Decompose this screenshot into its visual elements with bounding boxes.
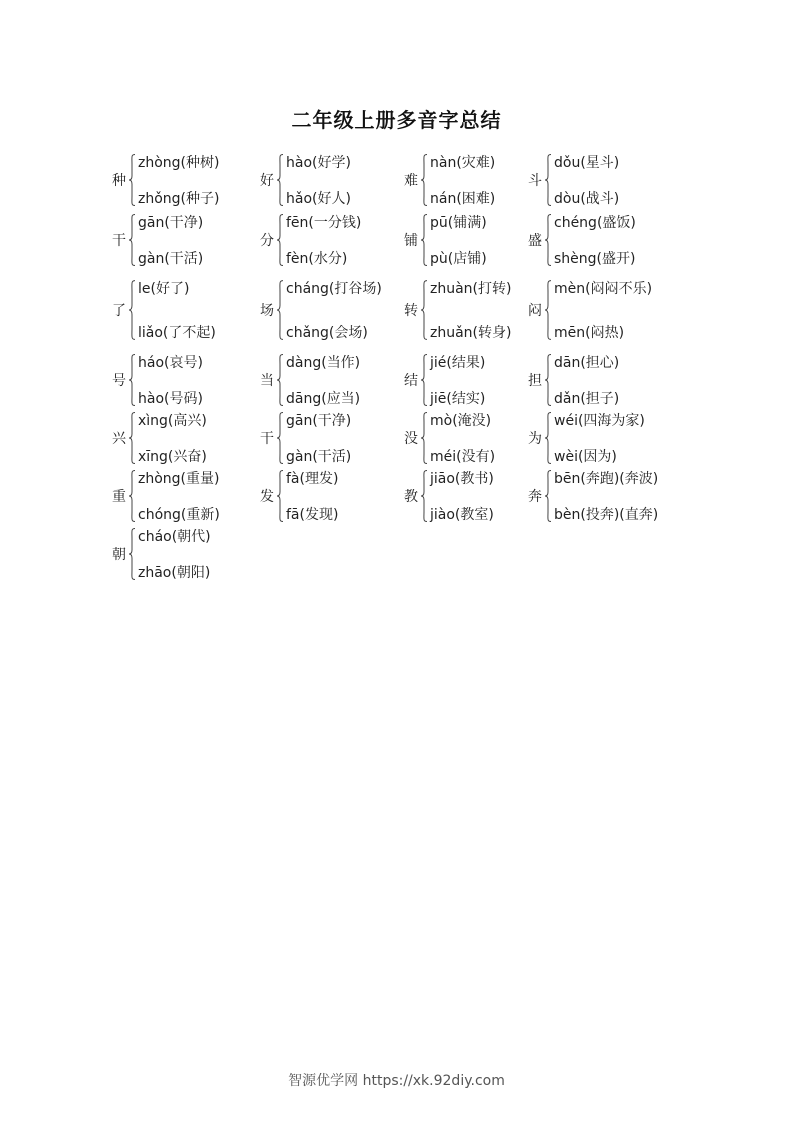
pinyin-reading: bèn(投奔)(直奔)	[554, 507, 659, 523]
pinyin-reading: nàn(灾难)	[430, 155, 496, 171]
brace-icon	[544, 280, 552, 340]
pinyin-reading: jiāo(教书)	[430, 471, 494, 487]
pinyin-reading: xìng(高兴)	[138, 413, 207, 429]
brace-icon	[544, 214, 552, 266]
brace-icon	[420, 470, 428, 522]
brace-icon	[420, 214, 428, 266]
pinyin-reading: fèn(水分)	[286, 251, 348, 267]
pinyin-reading: nán(困难)	[430, 191, 496, 207]
polyphone-character: 当	[260, 373, 274, 389]
polyphone-character: 朝	[112, 547, 126, 563]
brace-icon	[420, 412, 428, 464]
brace-icon	[128, 280, 136, 340]
pinyin-reading: zhāo(朝阳)	[138, 565, 211, 581]
brace-icon	[276, 412, 284, 464]
polyphone-character: 没	[404, 431, 418, 447]
polyphone-character: 种	[112, 173, 126, 189]
pinyin-reading: gàn(干活)	[286, 449, 352, 465]
pinyin-reading: gān(干净)	[138, 215, 204, 231]
polyphone-character: 教	[404, 489, 418, 505]
brace-icon	[128, 354, 136, 406]
pinyin-reading: cháo(朝代)	[138, 529, 211, 545]
pinyin-reading: bēn(奔跑)(奔波)	[554, 471, 659, 487]
brace-icon	[276, 214, 284, 266]
brace-icon	[544, 412, 552, 464]
polyphone-character: 好	[260, 173, 274, 189]
polyphone-character: 闷	[528, 303, 542, 319]
pinyin-reading: wèi(因为)	[554, 449, 617, 465]
pinyin-reading: chóng(重新)	[138, 507, 220, 523]
brace-icon	[128, 470, 136, 522]
pinyin-reading: zhuǎn(转身)	[430, 325, 512, 341]
page-title: 二年级上册多音字总结	[291, 108, 502, 132]
pinyin-reading: chéng(盛饭)	[554, 215, 636, 231]
brace-icon	[420, 354, 428, 406]
brace-icon	[420, 154, 428, 206]
pinyin-reading: gàn(干活)	[138, 251, 204, 267]
brace-icon	[544, 154, 552, 206]
pinyin-reading: mèn(闷闷不乐)	[554, 281, 653, 297]
polyphone-character: 场	[260, 303, 274, 319]
pinyin-reading: xīng(兴奋)	[138, 449, 207, 465]
pinyin-reading: chǎng(会场)	[286, 325, 368, 341]
pinyin-reading: cháng(打谷场)	[286, 281, 382, 297]
pinyin-reading: hào(好学)	[286, 155, 351, 171]
pinyin-reading: dāng(应当)	[286, 391, 361, 407]
pinyin-reading: hǎo(好人)	[286, 191, 351, 207]
pinyin-reading: fā(发现)	[286, 507, 339, 523]
pinyin-reading: jié(结果)	[430, 355, 486, 371]
pinyin-reading: zhòng(种树)	[138, 155, 220, 171]
pinyin-reading: dǎn(担子)	[554, 391, 620, 407]
pinyin-reading: dàng(当作)	[286, 355, 361, 371]
polyphone-character: 斗	[528, 173, 542, 189]
pinyin-reading: mò(淹没)	[430, 413, 492, 429]
polyphone-character: 盛	[528, 233, 542, 249]
brace-icon	[276, 470, 284, 522]
pinyin-reading: gān(干净)	[286, 413, 352, 429]
polyphone-character: 担	[528, 373, 542, 389]
brace-icon	[544, 354, 552, 406]
pinyin-reading: dǒu(星斗)	[554, 155, 620, 171]
polyphone-character: 奔	[528, 489, 542, 505]
brace-icon	[128, 154, 136, 206]
polyphone-character: 发	[260, 489, 274, 505]
brace-icon	[420, 280, 428, 340]
brace-icon	[276, 354, 284, 406]
pinyin-reading: le(好了)	[138, 281, 190, 297]
polyphone-character: 难	[404, 173, 418, 189]
pinyin-reading: shèng(盛开)	[554, 251, 636, 267]
pinyin-reading: pù(店铺)	[430, 251, 487, 267]
pinyin-reading: fēn(一分钱)	[286, 215, 362, 231]
pinyin-reading: zhòng(重量)	[138, 471, 220, 487]
polyphone-character: 转	[404, 303, 418, 319]
polyphone-character: 为	[528, 431, 542, 447]
polyphone-character: 干	[112, 233, 126, 249]
pinyin-reading: liǎo(了不起)	[138, 325, 216, 341]
pinyin-reading: zhuàn(打转)	[430, 281, 512, 297]
brace-icon	[276, 154, 284, 206]
brace-icon	[128, 528, 136, 580]
pinyin-reading: dòu(战斗)	[554, 191, 620, 207]
pinyin-reading: pū(铺满)	[430, 215, 487, 231]
polyphone-character: 兴	[112, 431, 126, 447]
brace-icon	[128, 214, 136, 266]
pinyin-reading: jiē(结实)	[430, 391, 486, 407]
polyphone-character: 干	[260, 431, 274, 447]
brace-icon	[276, 280, 284, 340]
footer-watermark: 智源优学网 https://xk.92diy.com	[288, 1073, 505, 1089]
brace-icon	[128, 412, 136, 464]
pinyin-reading: wéi(四海为家)	[554, 413, 645, 429]
polyphone-character: 号	[112, 373, 126, 389]
polyphone-character: 铺	[404, 233, 418, 249]
pinyin-reading: fà(理发)	[286, 471, 339, 487]
polyphone-character: 了	[112, 303, 126, 319]
polyphone-character: 重	[112, 489, 126, 505]
pinyin-reading: mēn(闷热)	[554, 325, 625, 341]
pinyin-reading: dān(担心)	[554, 355, 620, 371]
pinyin-reading: háo(哀号)	[138, 355, 203, 371]
polyphone-character: 分	[260, 233, 274, 249]
pinyin-reading: jiào(教室)	[430, 507, 494, 523]
pinyin-reading: zhǒng(种子)	[138, 191, 220, 207]
brace-icon	[544, 470, 552, 522]
polyphone-character: 结	[404, 373, 418, 389]
pinyin-reading: hào(号码)	[138, 391, 203, 407]
pinyin-reading: méi(没有)	[430, 449, 496, 465]
